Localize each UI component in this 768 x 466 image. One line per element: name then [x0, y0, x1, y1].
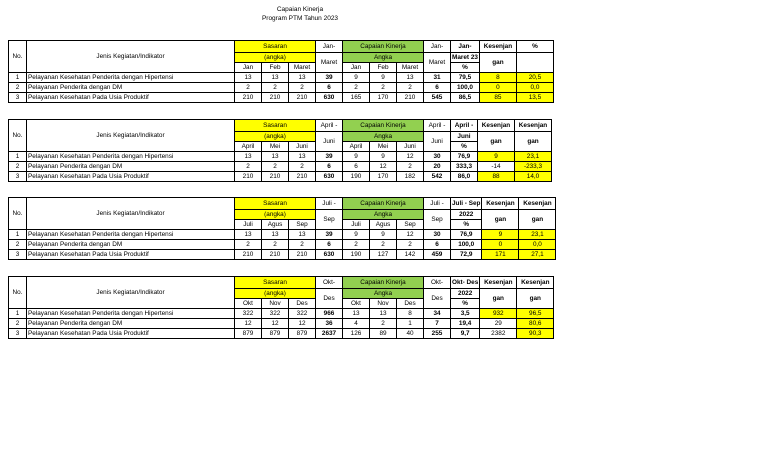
header-kesenjangan-b: gan	[480, 289, 517, 309]
header-capaian: Capaian Kinerja	[343, 120, 424, 132]
row-sasaran-month: 2	[235, 162, 262, 172]
row-last: 0,0	[519, 240, 556, 250]
row-capaian-month: 2	[397, 240, 424, 250]
row-no: 1	[9, 152, 27, 162]
row-kesenjangan: 0	[479, 83, 516, 93]
row-capaian-total: 545	[424, 93, 451, 103]
row-last: 27,1	[519, 250, 556, 260]
row-capaian-total: 6	[424, 240, 451, 250]
row-capaian-month: 9	[343, 152, 370, 162]
header-month-sasaran: Okt	[235, 299, 262, 309]
header-month-capaian: Okt	[343, 299, 370, 309]
row-capaian-month: 12	[397, 230, 424, 240]
table-row	[9, 329, 554, 339]
row-capaian-month: 13	[343, 309, 370, 319]
row-sasaran-month: 210	[289, 172, 316, 182]
header-capaian-unit: Angka	[343, 132, 424, 142]
row-capaian-month: 2	[397, 83, 424, 93]
row-sasaran-month: 322	[262, 309, 289, 319]
header-capaian-unit: Angka	[343, 53, 424, 63]
row-pct: 3,5	[451, 309, 480, 319]
row-last: 23,1	[519, 230, 556, 240]
row-indikator: Pelayanan Penderita dengan DM	[27, 319, 235, 329]
row-capaian-month: 2	[370, 83, 397, 93]
table-row	[9, 152, 552, 162]
table-row	[9, 309, 554, 319]
row-capaian-total: 255	[424, 329, 451, 339]
row-sasaran-month: 13	[289, 230, 316, 240]
capaian-table-2	[8, 119, 552, 182]
row-indikator: Pelayanan Penderita dengan DM	[27, 83, 235, 93]
row-sasaran-month: 322	[289, 309, 316, 319]
row-kesenjangan: 85	[479, 93, 516, 103]
header-month-capaian: Jan	[343, 63, 370, 73]
header-month-capaian: Mei	[370, 142, 397, 152]
header-period-pct-a: Jan-	[451, 41, 480, 53]
row-sasaran-month: 2	[262, 162, 289, 172]
header-month-sasaran: Maret	[289, 63, 316, 73]
row-no: 1	[9, 73, 27, 83]
header-period-a: April -	[316, 120, 343, 132]
row-capaian-month: 190	[343, 250, 370, 260]
header-period-a: Okt-	[316, 277, 343, 289]
header-no: No.	[9, 198, 27, 230]
row-capaian-month: 9	[343, 73, 370, 83]
row-pct: 86,0	[451, 172, 478, 182]
row-sasaran-month: 210	[235, 172, 262, 182]
header-period-a-2: Juli -	[424, 198, 451, 210]
header-month-capaian: Agus	[370, 220, 397, 230]
row-capaian-month: 13	[397, 73, 424, 83]
header-sasaran: Sasaran	[235, 41, 316, 53]
row-capaian-month: 9	[370, 152, 397, 162]
row-pct: 333,3	[451, 162, 478, 172]
row-last: 14,0	[515, 172, 552, 182]
row-capaian-month: 2	[370, 319, 397, 329]
row-kesenjangan: 932	[480, 309, 517, 319]
row-capaian-total: 20	[424, 162, 451, 172]
row-indikator: Pelayanan Kesehatan Penderita dengan Hipertensi	[27, 152, 235, 162]
header-month-sasaran: Jan	[235, 63, 262, 73]
header-period-pct-b: 2022	[451, 210, 482, 220]
header-period-pct-a: Juli - Sep	[451, 198, 482, 210]
header-pct: %	[451, 220, 482, 230]
row-capaian-month: 89	[370, 329, 397, 339]
header-month-sasaran: Des	[289, 299, 316, 309]
row-sasaran-total: 630	[316, 172, 343, 182]
table-row	[9, 162, 552, 172]
header-sasaran-unit: (angka)	[235, 132, 316, 142]
header-period-a-2: Jan-	[424, 41, 451, 53]
table-row	[9, 250, 556, 260]
row-sasaran-month: 879	[235, 329, 262, 339]
row-capaian-month: 9	[343, 230, 370, 240]
row-last: 13,5	[516, 93, 553, 103]
row-capaian-month: 126	[343, 329, 370, 339]
row-capaian-month: 190	[343, 172, 370, 182]
row-sasaran-total: 6	[316, 83, 343, 93]
row-kesenjangan: 0	[482, 240, 519, 250]
row-indikator: Pelayanan Kesehatan Penderita dengan Hipertensi	[27, 73, 235, 83]
header-period-pct-b: Juni	[451, 132, 478, 142]
header-period-a-2: Okt-	[424, 277, 451, 289]
header-month-sasaran: Agus	[262, 220, 289, 230]
row-capaian-month: 9	[370, 230, 397, 240]
row-sasaran-month: 210	[262, 172, 289, 182]
row-sasaran-total: 630	[316, 93, 343, 103]
row-capaian-month: 2	[343, 83, 370, 93]
header-kesenjangan-b: gan	[482, 210, 519, 230]
row-indikator: Pelayanan Penderita dengan DM	[27, 240, 235, 250]
row-pct: 86,5	[451, 93, 480, 103]
row-sasaran-total: 39	[316, 73, 343, 83]
report-title: Capaian Kinerja	[276, 6, 324, 13]
row-sasaran-month: 2	[289, 162, 316, 172]
header-period-b: Juni	[316, 132, 343, 152]
row-capaian-month: 8	[397, 309, 424, 319]
header-period-a: Juli -	[316, 198, 343, 210]
row-indikator: Pelayanan Kesehatan Pada Usia Produktif	[27, 250, 235, 260]
header-month-capaian: Des	[397, 299, 424, 309]
row-indikator: Pelayanan Penderita dengan DM	[27, 162, 235, 172]
header-kesenjangan-a: Kesenjan	[482, 198, 519, 210]
row-pct: 79,5	[451, 73, 480, 83]
header-period-b-2: Des	[424, 289, 451, 309]
row-sasaran-month: 12	[235, 319, 262, 329]
header-jenis: Jenis Kegiatan/Indikator	[27, 198, 235, 230]
header-period-b-2: Maret	[424, 53, 451, 73]
header-month-sasaran: Juli	[235, 220, 262, 230]
header-period-a-2: April -	[424, 120, 451, 132]
row-sasaran-month: 210	[235, 93, 262, 103]
header-no: No.	[9, 120, 27, 152]
capaian-table-4	[8, 276, 554, 339]
row-capaian-month: 182	[397, 172, 424, 182]
header-period-pct-a: Okt- Des	[451, 277, 480, 289]
header-last-b: gan	[519, 210, 556, 230]
row-sasaran-total: 36	[316, 319, 343, 329]
header-last-a: %	[516, 41, 553, 53]
row-sasaran-month: 210	[262, 250, 289, 260]
row-pct: 9,7	[451, 329, 480, 339]
row-no: 3	[9, 93, 27, 103]
row-sasaran-month: 13	[289, 152, 316, 162]
header-period-pct-a: April -	[451, 120, 478, 132]
header-month-capaian: April	[343, 142, 370, 152]
row-sasaran-month: 13	[289, 73, 316, 83]
header-month-capaian: Feb	[370, 63, 397, 73]
header-last-b: gan	[517, 289, 554, 309]
table-row	[9, 83, 554, 93]
row-capaian-total: 459	[424, 250, 451, 260]
row-no: 1	[9, 309, 27, 319]
row-no: 3	[9, 172, 27, 182]
row-capaian-month: 2	[397, 162, 424, 172]
table-row	[9, 73, 554, 83]
row-sasaran-month: 13	[235, 73, 262, 83]
row-kesenjangan: 9	[478, 152, 515, 162]
row-sasaran-total: 966	[316, 309, 343, 319]
header-kesenjangan-b: gan	[479, 53, 516, 73]
row-last: 96,5	[517, 309, 554, 319]
row-sasaran-month: 12	[262, 319, 289, 329]
row-sasaran-month: 322	[235, 309, 262, 319]
header-last-b: gan	[515, 132, 552, 152]
header-period-b: Maret	[316, 53, 343, 73]
row-capaian-month: 127	[370, 250, 397, 260]
row-capaian-month: 2	[343, 240, 370, 250]
row-sasaran-month: 13	[262, 230, 289, 240]
header-month-capaian: Nov	[370, 299, 397, 309]
row-sasaran-total: 39	[316, 230, 343, 240]
row-indikator: Pelayanan Kesehatan Pada Usia Produktif	[27, 172, 235, 182]
header-kesenjangan-a: Kesenjan	[479, 41, 516, 53]
row-sasaran-total: 6	[316, 240, 343, 250]
header-last-a: Kesenjan	[519, 198, 556, 210]
header-jenis: Jenis Kegiatan/Indikator	[27, 41, 235, 73]
header-month-capaian: Juli	[343, 220, 370, 230]
row-sasaran-month: 210	[289, 93, 316, 103]
header-month-sasaran: Sep	[289, 220, 316, 230]
row-kesenjangan: 171	[482, 250, 519, 260]
header-capaian-unit: Angka	[343, 289, 424, 299]
row-sasaran-month: 210	[262, 93, 289, 103]
header-month-sasaran: Nov	[262, 299, 289, 309]
header-capaian: Capaian Kinerja	[343, 198, 424, 210]
header-kesenjangan-a: Kesenjan	[478, 120, 515, 132]
header-period-b-2: Sep	[424, 210, 451, 230]
row-pct: 100,0	[451, 240, 482, 250]
row-sasaran-total: 39	[316, 152, 343, 162]
row-sasaran-total: 2637	[316, 329, 343, 339]
header-period-b: Des	[316, 289, 343, 309]
header-sasaran: Sasaran	[235, 277, 316, 289]
row-last: -233,3	[515, 162, 552, 172]
header-sasaran: Sasaran	[235, 120, 316, 132]
header-pct: %	[451, 299, 480, 309]
header-period-pct-b: Maret 23	[452, 54, 478, 61]
row-last: 20,5	[516, 73, 553, 83]
table-row	[9, 319, 554, 329]
row-last: 90,3	[517, 329, 554, 339]
header-no: No.	[9, 41, 27, 73]
row-capaian-month: 4	[343, 319, 370, 329]
row-pct: 100,0	[451, 83, 480, 93]
header-month-capaian: Sep	[397, 220, 424, 230]
header-month-capaian: Maret	[397, 63, 424, 73]
row-capaian-month: 12	[370, 162, 397, 172]
row-last: 23,1	[515, 152, 552, 162]
header-last-a: Kesenjan	[515, 120, 552, 132]
row-sasaran-month: 2	[289, 83, 316, 93]
row-kesenjangan: 88	[478, 172, 515, 182]
row-capaian-month: 12	[397, 152, 424, 162]
header-sasaran-unit: (angka)	[235, 289, 316, 299]
row-pct: 76,9	[451, 152, 478, 162]
row-pct: 72,9	[451, 250, 482, 260]
header-month-sasaran: Feb	[262, 63, 289, 73]
row-last: 0,0	[516, 83, 553, 93]
header-pct: %	[451, 142, 478, 152]
row-no: 3	[9, 250, 27, 260]
row-capaian-month: 13	[370, 309, 397, 319]
header-capaian: Capaian Kinerja	[343, 277, 424, 289]
header-kesenjangan-a: Kesenjan	[480, 277, 517, 289]
row-sasaran-month: 210	[289, 250, 316, 260]
header-month-sasaran: April	[235, 142, 262, 152]
header-jenis: Jenis Kegiatan/Indikator	[27, 120, 235, 152]
header-month-sasaran: Mei	[262, 142, 289, 152]
row-capaian-total: 31	[424, 73, 451, 83]
row-indikator: Pelayanan Kesehatan Penderita dengan Hipertensi	[27, 230, 235, 240]
row-no: 2	[9, 240, 27, 250]
row-last: 80,6	[517, 319, 554, 329]
row-capaian-total: 542	[424, 172, 451, 182]
row-capaian-month: 210	[397, 93, 424, 103]
header-period-pct-b: 2022	[451, 289, 480, 299]
row-no: 2	[9, 319, 27, 329]
table-row	[9, 93, 554, 103]
row-capaian-month: 6	[343, 162, 370, 172]
header-sasaran: Sasaran	[235, 198, 316, 210]
row-sasaran-month: 2	[235, 240, 262, 250]
row-indikator: Pelayanan Kesehatan Penderita dengan Hipertensi	[27, 309, 235, 319]
row-sasaran-month: 13	[262, 152, 289, 162]
header-sasaran-unit: (angka)	[235, 210, 316, 220]
capaian-table-3	[8, 197, 556, 260]
header-last-a: Kesenjan	[517, 277, 554, 289]
table-row	[9, 172, 552, 182]
row-kesenjangan: -14	[478, 162, 515, 172]
header-capaian: Capaian Kinerja	[343, 41, 424, 53]
row-sasaran-month: 13	[235, 152, 262, 162]
row-capaian-month: 170	[370, 172, 397, 182]
row-capaian-month: 2	[370, 240, 397, 250]
row-sasaran-month: 2	[235, 83, 262, 93]
report-subtitle: Program PTM Tahun 2023	[261, 15, 339, 22]
row-no: 2	[9, 83, 27, 93]
row-capaian-month: 9	[370, 73, 397, 83]
header-period-b-2: Juni	[424, 132, 451, 152]
row-sasaran-month: 2	[262, 240, 289, 250]
row-sasaran-month: 2	[289, 240, 316, 250]
row-no: 1	[9, 230, 27, 240]
row-capaian-total: 7	[424, 319, 451, 329]
header-jenis: Jenis Kegiatan/Indikator	[27, 277, 235, 309]
row-indikator: Pelayanan Kesehatan Pada Usia Produktif	[27, 329, 235, 339]
header-period-b: Sep	[316, 210, 343, 230]
row-capaian-total: 30	[424, 152, 451, 162]
row-sasaran-month: 879	[262, 329, 289, 339]
row-capaian-total: 34	[424, 309, 451, 319]
row-indikator: Pelayanan Kesehatan Pada Usia Produktif	[27, 93, 235, 103]
row-capaian-month: 40	[397, 329, 424, 339]
row-kesenjangan: 8	[479, 73, 516, 83]
header-pct: %	[451, 63, 480, 73]
row-capaian-month: 142	[397, 250, 424, 260]
table-row	[9, 230, 556, 240]
row-capaian-total: 6	[424, 83, 451, 93]
row-pct: 19,4	[451, 319, 480, 329]
row-kesenjangan: 2382	[480, 329, 517, 339]
row-capaian-month: 165	[343, 93, 370, 103]
header-period-a: Jan-	[316, 41, 343, 53]
row-sasaran-total: 630	[316, 250, 343, 260]
capaian-table-1	[8, 40, 554, 103]
row-sasaran-month: 13	[262, 73, 289, 83]
row-sasaran-month: 12	[289, 319, 316, 329]
header-month-capaian: Juni	[397, 142, 424, 152]
row-sasaran-total: 6	[316, 162, 343, 172]
row-capaian-month: 170	[370, 93, 397, 103]
row-capaian-month: 1	[397, 319, 424, 329]
row-sasaran-month: 879	[289, 329, 316, 339]
header-sasaran-unit: (angka)	[235, 53, 316, 63]
row-sasaran-month: 2	[262, 83, 289, 93]
header-kesenjangan-b: gan	[478, 132, 515, 152]
row-pct: 76,9	[451, 230, 482, 240]
row-sasaran-month: 210	[235, 250, 262, 260]
header-last-b	[516, 53, 553, 73]
row-no: 3	[9, 329, 27, 339]
row-capaian-total: 30	[424, 230, 451, 240]
row-kesenjangan: 29	[480, 319, 517, 329]
header-capaian-unit: Angka	[343, 210, 424, 220]
row-no: 2	[9, 162, 27, 172]
row-kesenjangan: 9	[482, 230, 519, 240]
table-row	[9, 240, 556, 250]
header-month-sasaran: Juni	[289, 142, 316, 152]
row-sasaran-month: 13	[235, 230, 262, 240]
header-no: No.	[9, 277, 27, 309]
